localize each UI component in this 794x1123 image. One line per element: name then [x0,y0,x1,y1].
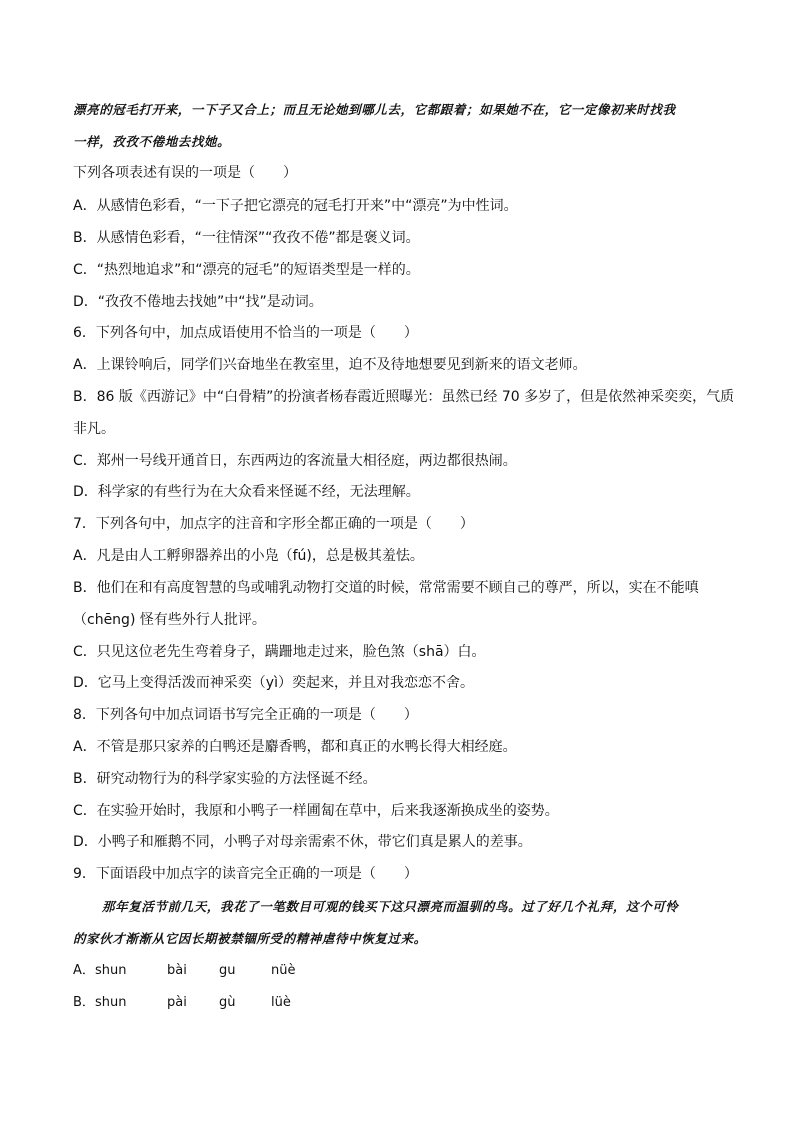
q5-option-b: B．从感情色彩看，“一往情深”“孜孜不倦”都是褒义词。 [73,230,420,246]
q9-option-a-label: A． [73,963,95,978]
q5-option-c: C．“热烈地追求”和“漂亮的冠毛”的短语类型是一样的。 [73,262,420,278]
q7-stem: 7．下列各句中，加点字的注音和字形全都正确的一项是（ ） [73,516,474,532]
q7-option-d: D．它马上变得活泼而神采奕（yì）奕起来，并且对我恋恋不舍。 [73,675,474,691]
q7-option-b-line-1: B．他们在和有高度智慧的鸟或哺乳动物打交道的时候，常常需要不顾自己的尊严，所以，实在不能嗔 [73,580,699,596]
q9-option-b-label: B． [73,995,95,1010]
q7-option-c: C．只见这位老先生弯着身子，蹒跚地走过来，脸色煞（shā）白。 [73,644,486,660]
q9-stem: 9．下面语段中加点字的读音完全正确的一项是（ ） [73,866,418,882]
passage-top-line-1: 漂亮的冠毛打开来，一下子又合上；而且无论她到哪儿去，它都跟着；如果她不在，它一定像初来时找我 [73,102,676,117]
q9-passage-line-2: 的家伙才渐渐从它因长期被禁锢所受的精神虐待中恢复过来。 [73,931,427,946]
q9-option-b-pinyin-2: pài [167,995,187,1010]
q6-option-a: A．上课铃响后，同学们兴奋地坐在教室里，迫不及待地想要见到新来的语文老师。 [73,357,587,373]
q8-stem: 8．下列各句中加点词语书写完全正确的一项是（ ） [73,707,418,723]
q6-option-b-line-2: 非凡。 [73,421,115,437]
q5-option-a: A．从感情色彩看，“一下子把它漂亮的冠毛打开来”中“漂亮”为中性词。 [73,198,518,214]
q9-option-b-pinyin-1: shun [95,995,127,1010]
q9-passage-line-1: 那年复活节前几天，我花了一笔数目可观的钱买下这只漂亮而温驯的鸟。过了好几个礼拜，这个可怜 [102,899,679,914]
q8-option-a: A．不管是那只家养的白鸭还是麝香鸭，都和真正的水鸭长得大相经庭。 [73,739,517,755]
q7-option-b-line-2: （chēng) 怪有些外行人批评。 [73,612,266,628]
q8-option-c: C．在实验开始时，我原和小鸭子一样圃匐在草中，后来我逐渐换成坐的姿势。 [73,803,559,819]
q9-option-a-pinyin-1: shun [95,963,127,978]
q9-option-a-pinyin-3: gu [219,963,236,978]
q9-option-b-pinyin-3: gù [219,995,236,1010]
q6-option-b-line-1: B．86 版《西游记》中“白骨精”的扮演者杨春霞近照曝光：虽然已经 70 多岁了，但是依然神采奕奕，气质 [73,389,735,405]
q6-option-d: D．科学家的有些行为在大众看来怪诞不经，无法理解。 [73,484,420,500]
q9-option-a-pinyin-4: nüè [271,963,296,978]
q9-option-a-pinyin-2: bài [167,963,187,978]
q8-option-d: D．小鸭子和雁鹅不同，小鸭子对母亲需索不休，带它们真是累人的差事。 [73,834,532,850]
q6-option-c: C．郑州一号线开通首日，东西两边的客流量大相径庭，两边都很热闹。 [73,453,517,469]
q5-option-d: D．“孜孜不倦地去找她”中“找”是动词。 [73,294,323,310]
q6-stem: 6．下列各句中，加点成语使用不恰当的一项是（ ） [73,325,418,341]
q8-option-b: B．研究动物行为的科学家实验的方法怪诞不经。 [73,771,377,787]
q5-stem: 下列各项表述有误的一项是（ ） [73,165,297,181]
q9-option-a [73,960,734,981]
q9-option-b [73,992,734,1013]
passage-top-line-2: 一样，孜孜不倦地去找她。 [73,134,231,149]
q7-option-a: A．凡是由人工孵卵器养出的小凫（fú)，总是极其羞怯。 [73,548,424,564]
q9-option-b-pinyin-4: lüè [271,995,291,1010]
